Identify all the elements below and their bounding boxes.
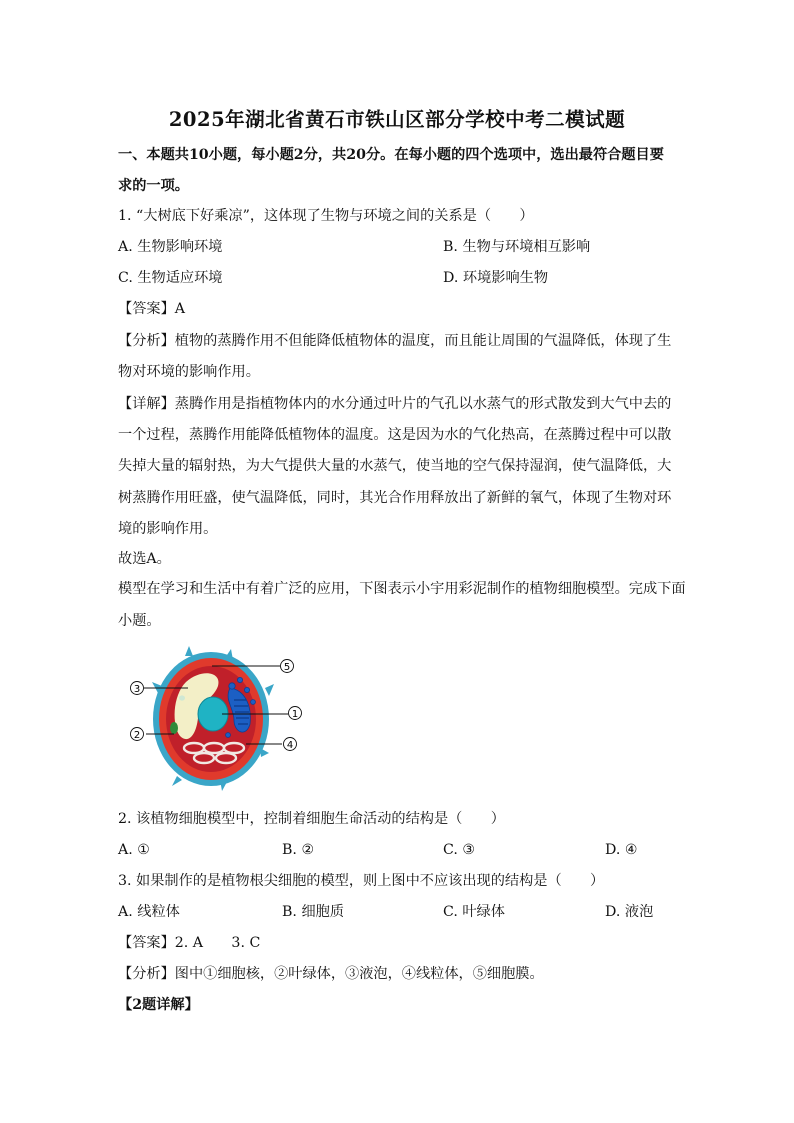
figure-label-3: 1: [291, 709, 299, 720]
q2-option-c: C. ③: [443, 842, 476, 858]
q1-analysis-line2: 物对环境的影响作用。: [118, 364, 260, 380]
intro-line1: 模型在学习和生活中有着广泛的应用，下图表示小宇用彩泥制作的植物细胞模型。完成下面: [118, 581, 686, 597]
q1-option-b: B. 生物与环境相互影响: [443, 239, 591, 255]
q1-stem: 1. “大树底下好乘凉”，这体现了生物与环境之间的关系是（ ）: [118, 208, 534, 224]
q2-option-d: D. ④: [605, 842, 638, 858]
q1-detail-line4: 树蒸腾作用旺盛，使气温降低，同时，其光合作用释放出了新鲜的氧气，体现了生物对环: [118, 490, 672, 506]
q2-option-b: B. ②: [282, 842, 315, 858]
q3-option-b: B. 细胞质: [282, 904, 345, 920]
q3-option-c: C. 叶绿体: [443, 904, 505, 920]
chloroplast-left-2: [179, 695, 185, 700]
q3-option-a: A. 线粒体: [118, 904, 180, 920]
figure-label-5: 4: [286, 740, 294, 751]
q1-option-a: A. 生物影响环境: [118, 239, 223, 255]
figure-label-4: 2: [133, 730, 141, 741]
q2-stem: 2. 该植物细胞模型中，控制着细胞生命活动的结构是（ ）: [118, 811, 505, 827]
chloroplast-left: [170, 722, 178, 734]
figure-label-2: 3: [133, 684, 141, 695]
figure-label-1: 5: [283, 662, 291, 673]
q2-option-a: A. ①: [118, 842, 150, 858]
q1-detail-line5: 境的影响作用。: [118, 521, 218, 537]
plant-cell-figure: [122, 640, 312, 798]
section-heading-line1: 一、本题共10小题，每小题2分，共20分。在每小题的四个选项中，选出最符合题目要: [118, 147, 664, 163]
analysis-2-3: 【分析】图中①细胞核，②叶绿体，③液泡，④线粒体，⑤细胞膜。: [118, 966, 544, 982]
q1-answer: 【答案】A: [118, 301, 185, 317]
page-title: 2025年湖北省黄石市铁山区部分学校中考二模试题: [168, 108, 626, 131]
intro-line2: 小题。: [118, 613, 161, 629]
q1-detail-line1: 【详解】蒸腾作用是指植物体内的水分通过叶片的气孔以水蒸气的形式散发到大气中去的: [118, 396, 672, 412]
q1-detail-line2: 一个过程，蒸腾作用能降低植物体的温度。这是因为水的气化热高，在蒸腾过程中可以散: [118, 427, 672, 443]
q1-choose: 故选A。: [118, 551, 171, 567]
q1-option-c: C. 生物适应环境: [118, 270, 223, 286]
q1-detail-line3: 失掉大量的辐射热，为大气提供大量的水蒸气，使当地的空气保持湿润，使气温降低，大: [118, 458, 672, 474]
section-heading-line2: 求的一项。: [118, 178, 189, 194]
q1-analysis-line1: 【分析】植物的蒸腾作用不但能降低植物体的温度，而且能让周围的气温降低，体现了生: [118, 333, 672, 349]
answer-2-3: 【答案】2. A 3. C: [118, 935, 261, 951]
q3-stem: 3. 如果制作的是植物根尖细胞的模型，则上图中不应该出现的结构是（ ）: [118, 873, 605, 889]
q2-detail-heading: 【2题详解】: [118, 997, 199, 1013]
q1-option-d: D. 环境影响生物: [443, 270, 549, 286]
q3-option-d: D. 液泡: [605, 904, 654, 920]
